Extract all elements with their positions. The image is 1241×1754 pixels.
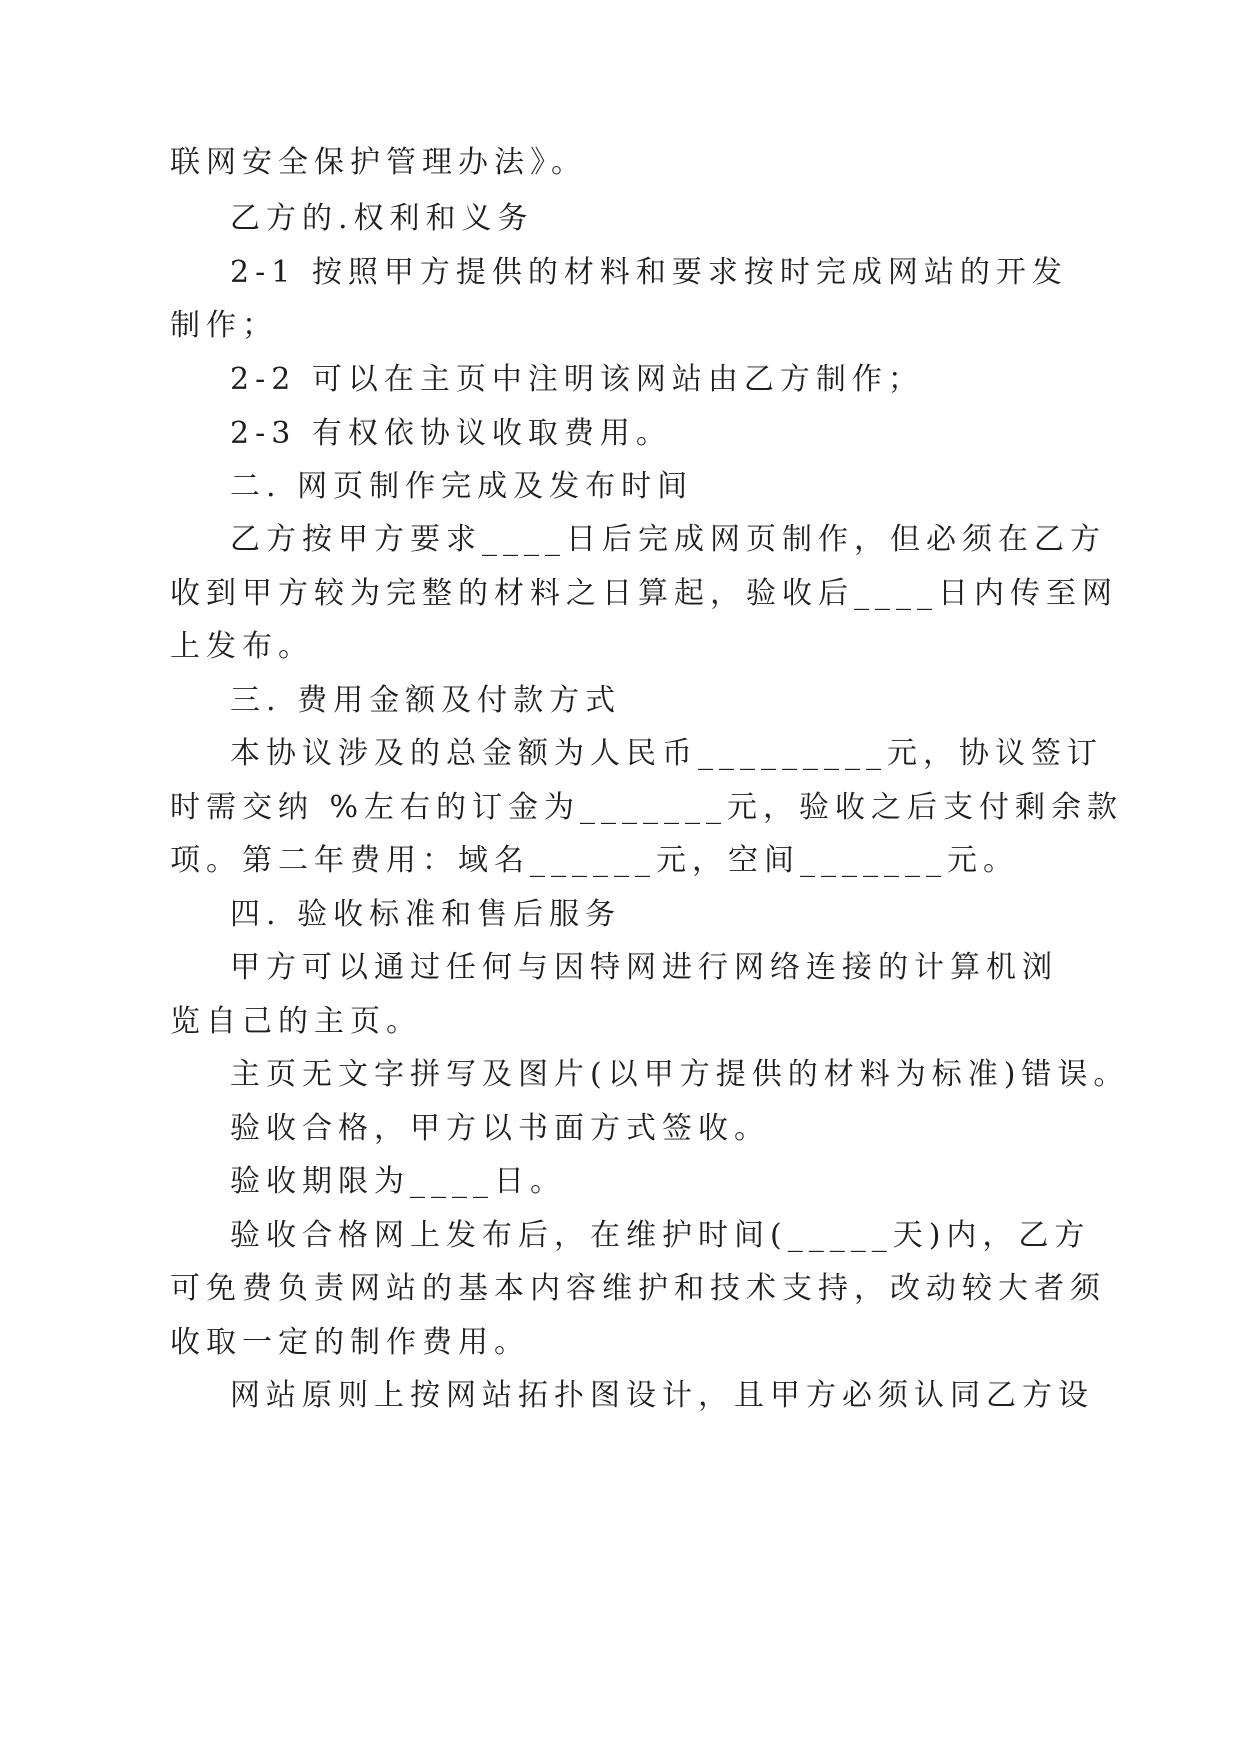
text-line-11: 三. 费用金额及付款方式 xyxy=(230,683,622,718)
text-line-7: 二. 网页制作完成及发布时间 xyxy=(230,469,694,504)
text-line-23: 收取一定的制作费用。 xyxy=(170,1325,530,1360)
text-line-17: 览自己的主页。 xyxy=(170,1004,422,1039)
text-line-4: 制作； xyxy=(170,308,278,343)
text-line-3: 2-1 按照甲方提供的材料和要求按时完成网站的开发 xyxy=(230,255,1068,290)
text-line-15: 四. 验收标准和售后服务 xyxy=(230,897,622,932)
text-line-13: 时需交纳 %左右的订金为_______元，验收之后支付剩余款 xyxy=(170,790,1124,825)
text-line-21: 验收合格网上发布后，在维护时间(_____天)内，乙方 xyxy=(230,1218,1091,1253)
text-line-2: 乙方的.权利和义务 xyxy=(230,201,534,236)
text-line-5: 2-2 可以在主页中注明该网站由乙方制作； xyxy=(230,362,924,397)
text-line-24: 网站原则上按网站拓扑图设计，且甲方必须认同乙方设 xyxy=(230,1378,1094,1413)
text-line-20: 验收期限为____日。 xyxy=(230,1164,566,1199)
text-line-16: 甲方可以通过任何与因特网进行网络连接的计算机浏 xyxy=(230,950,1058,985)
text-line-19: 验收合格，甲方以书面方式签收。 xyxy=(230,1111,770,1146)
text-line-10: 上发布。 xyxy=(170,629,314,664)
text-line-22: 可免费负责网站的基本内容维护和技术支持，改动较大者须 xyxy=(170,1271,1106,1306)
text-line-1: 联网安全保护管理办法》。 xyxy=(170,145,587,180)
text-line-6: 2-3 有权依协议收取费用。 xyxy=(230,416,672,451)
text-line-14: 项。第二年费用：域名______元，空间_______元。 xyxy=(170,843,1019,878)
text-line-9: 收到甲方较为完整的材料之日算起，验收后____日内传至网 xyxy=(170,576,1118,611)
text-line-12: 本协议涉及的总金额为人民币_________元，协议签订 xyxy=(230,736,1103,771)
text-line-8: 乙方按甲方要求____日后完成网页制作，但必须在乙方 xyxy=(230,522,1106,557)
text-line-18: 主页无文字拼写及图片(以甲方提供的材料为标准)错误。 xyxy=(230,1057,1130,1092)
